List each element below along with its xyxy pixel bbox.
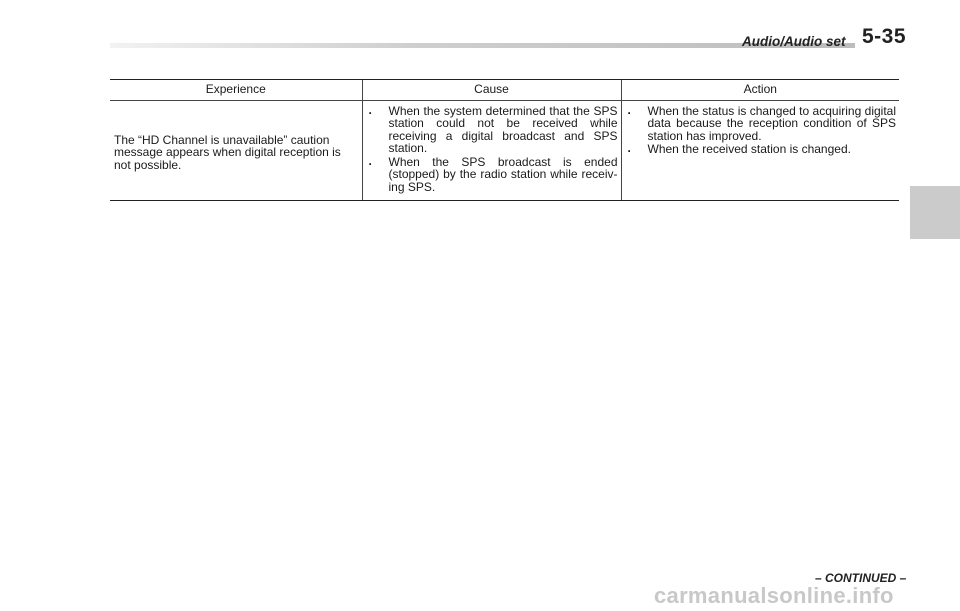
chapter-side-tab bbox=[910, 186, 960, 239]
cause-list bbox=[367, 102, 618, 194]
continued-label: – CONTINUED – bbox=[815, 571, 907, 585]
cause-cell bbox=[362, 100, 621, 201]
action-item-text: When the received station is changed. bbox=[647, 142, 851, 156]
action-item bbox=[626, 102, 897, 143]
bullet-icon: . bbox=[627, 141, 631, 155]
action-item-text: When the status is changed to acquiring digital data because the reception condition of SPS station has improved. bbox=[647, 103, 896, 143]
section-title: Audio/Audio set bbox=[742, 34, 846, 49]
cause-item bbox=[367, 153, 618, 194]
bullet-icon: . bbox=[368, 102, 372, 117]
cause-item bbox=[367, 102, 618, 155]
column-header-action: Action bbox=[621, 80, 899, 101]
cause-item-text: When the system determined that the SPS station could not be received while receiving a digital broadcast and SPS station. bbox=[388, 103, 618, 155]
bullet-icon: . bbox=[627, 102, 631, 117]
column-header-experience: Experience bbox=[110, 80, 362, 101]
action-list bbox=[626, 102, 897, 156]
column-header-cause: Cause bbox=[362, 80, 621, 101]
page-number: 5-35 bbox=[862, 25, 907, 48]
troubleshooting-table bbox=[110, 79, 899, 201]
experience-cell: The “HD Channel is unavailable” caution message appears when digital reception is not possible. bbox=[110, 100, 362, 201]
cause-item-text: When the SPS broadcast is ended (stopped) by the radio station while receiv- ing SPS. bbox=[388, 154, 618, 194]
action-item bbox=[626, 143, 897, 156]
action-cell bbox=[621, 100, 899, 201]
table-header-row bbox=[110, 80, 899, 101]
watermark-logo: carmanualsonline.info bbox=[654, 583, 894, 608]
table-row bbox=[110, 100, 899, 201]
bullet-icon: . bbox=[368, 153, 372, 168]
